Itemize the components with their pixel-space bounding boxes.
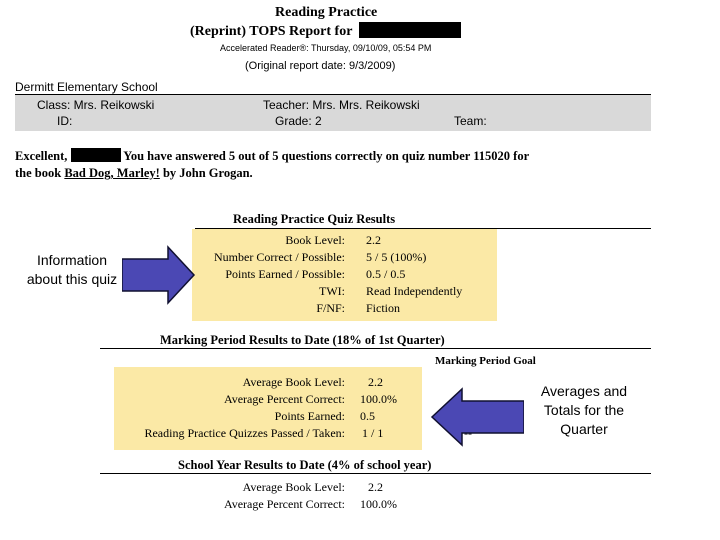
team-label: Team: [454, 114, 487, 128]
mp-row-value: 2.2 [368, 375, 383, 389]
message-prefix: Excellent, [15, 149, 68, 163]
quiz-row-value: 2.2 [366, 233, 381, 247]
school-year-heading: School Year Results to Date (4% of school year) [178, 458, 432, 472]
quiz-info-callout: Information about this quiz [26, 252, 118, 287]
grade-label: Grade: 2 [275, 114, 322, 128]
sy-row-value: 100.0% [360, 497, 397, 511]
message-line2-suffix: by John Grogan. [162, 166, 253, 180]
sy-row-value: 2.2 [368, 480, 383, 494]
right-arrow-icon [122, 245, 196, 305]
marking-period-rule [100, 348, 651, 349]
marking-period-goal-heading: Marking Period Goal [435, 355, 536, 367]
quarter-totals-callout: Averages and Totals for the Quarter [524, 382, 644, 439]
student-name-redaction [359, 22, 461, 38]
class-label: Class: Mrs. Reikowski [37, 98, 155, 112]
mp-row-value: 100.0% [360, 392, 397, 406]
mp-row-value: 0.5 [360, 409, 375, 423]
quiz-row-value: Read Independently [366, 284, 463, 298]
message-line2-prefix: the book [15, 166, 62, 180]
result-message [15, 148, 529, 182]
original-date-value: 9/3/2009) [348, 60, 396, 72]
marking-period-heading: Marking Period Results to Date (18% of 1st Quarter) [160, 333, 445, 347]
quiz-row-value: 5 / 5 (100%) [366, 250, 427, 264]
school-name: Dermitt Elementary School [15, 80, 158, 94]
message-middle: You have answered 5 out of 5 questions correctly on quiz number 115020 for [123, 149, 530, 163]
quiz-row-label: Points Earned / Possible: [225, 267, 345, 281]
original-date [245, 60, 395, 72]
mp-row-label: Average Percent Correct: [223, 392, 345, 406]
report-meta: Accelerated Reader®: Thursday, 09/10/09, 05:54 PM [220, 43, 432, 53]
quiz-row-label: Book Level: [285, 233, 345, 247]
report-subtitle-text: (Reprint) TOPS Report for [190, 24, 353, 39]
left-arrow-icon [430, 387, 526, 447]
school-year-rule [100, 473, 651, 474]
original-date-label: (Original report date: [245, 60, 346, 72]
quiz-row-value: 0.5 / 0.5 [366, 267, 406, 281]
sy-row-label: Average Book Level: [242, 480, 345, 494]
quiz-row-label: Number Correct / Possible: [214, 250, 345, 264]
quiz-row-label: F/NF: [316, 301, 345, 315]
id-label: ID: [57, 114, 73, 128]
message-name-redaction [71, 148, 121, 162]
quiz-results-heading: Reading Practice Quiz Results [233, 212, 396, 226]
mp-row-label: Points Earned: [274, 409, 345, 423]
mp-row-label: Reading Practice Quizzes Passed / Taken: [144, 426, 345, 440]
mp-row-label: Average Book Level: [242, 375, 345, 389]
quiz-row-value: Fiction [366, 301, 401, 315]
book-title: Bad Dog, Marley! [64, 166, 160, 180]
quiz-row-label: TWI: [319, 284, 345, 298]
mp-row-value: 1 / 1 [362, 426, 384, 440]
report-subtitle [190, 22, 461, 40]
report-title: Reading Practice [275, 5, 378, 20]
teacher-label: Teacher: Mrs. Mrs. Reikowski [263, 98, 420, 112]
sy-row-label: Average Percent Correct: [223, 497, 345, 511]
